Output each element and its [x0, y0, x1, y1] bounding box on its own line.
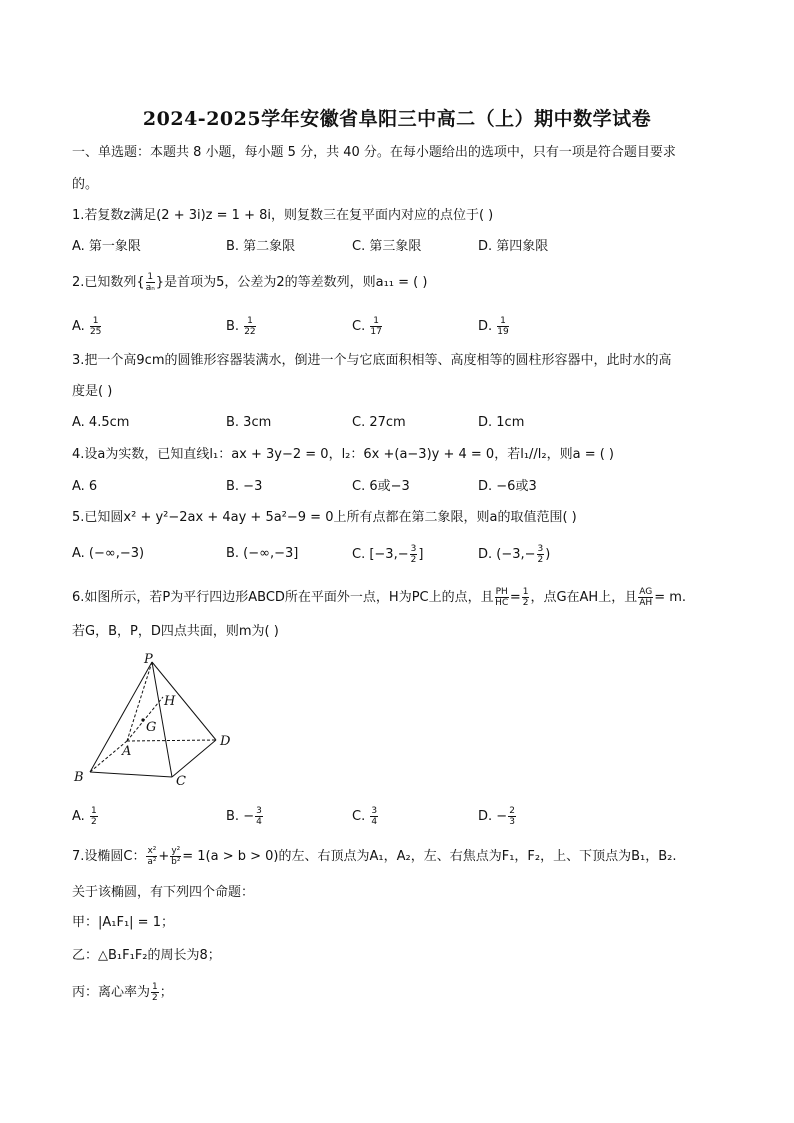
option-fraction: [255, 806, 263, 827]
frac-numerator: 1: [152, 982, 158, 992]
q6-fraction-ph-hc: [495, 587, 509, 608]
q6-text-a: 6.如图所示，若P为平行四边形ABCD所在平面外一点，H为PC上的点，且: [72, 590, 494, 605]
q6-option-c: [352, 806, 379, 827]
q7-text-a: 7.设椭圆C：: [72, 849, 146, 864]
q2-stem-part-b: }是首项为5，公差为2的等差数列，则a₁₁ = ( ): [155, 275, 428, 290]
q1-option-a: A. 第一象限: [72, 239, 141, 254]
label-g: G: [146, 720, 157, 735]
frac-denominator: 2: [522, 598, 529, 608]
q5-option-c: [352, 544, 423, 565]
frac-numerator: 3: [371, 806, 378, 816]
section-instructions-line1: 一、单选题：本题共 8 小题，每小题 5 分，共 40 分。在每小题给出的选项中，只有一项是符合题目要求: [72, 145, 676, 160]
question-7-line1: [72, 846, 677, 867]
point-g: [141, 718, 144, 721]
option-fraction: [244, 316, 255, 337]
question-6-line2: 若G，B，P，D四点共面，则m为( ): [72, 624, 279, 639]
q6-option-a: [72, 806, 99, 827]
question-3-line2: 度是( ): [72, 384, 113, 399]
option-fraction: [537, 544, 545, 565]
question-3-line1: 3.把一个高9cm的圆锥形容器装满水，倒进一个与它底面积相等、高度相等的圆柱形容器中，此时水的高: [72, 353, 672, 368]
option-label: C.: [352, 319, 366, 334]
frac-denominator: 25: [89, 327, 102, 337]
q7-fraction-y: [170, 846, 181, 867]
q7-text-b: = 1(a > b > 0)的左、右顶点为A₁，A₂，左、右焦点为F₁，F₂，上、下顶点为B₁，B₂.: [182, 849, 677, 864]
q7-proposition-bing: [72, 982, 173, 1003]
frac-numerator: 1: [497, 316, 508, 327]
q4-option-b: B. −3: [226, 479, 263, 494]
q6-text-b: =: [509, 590, 521, 605]
frac-denominator: 17: [370, 327, 382, 337]
q6-text-c: ，点G在AH上，且: [530, 590, 638, 605]
option-fraction: [90, 316, 101, 337]
frac-denominator: 4: [256, 817, 262, 827]
frac-numerator: PH: [495, 587, 508, 597]
option-label: A.: [72, 809, 85, 824]
q6-option-b: [226, 806, 264, 827]
label-p: P: [144, 652, 153, 667]
frac-denominator: a²: [147, 857, 157, 867]
question-6-line1: [72, 587, 686, 608]
question-2-stem: [72, 272, 427, 293]
option-label: A.: [72, 319, 85, 334]
label-a: A: [122, 744, 132, 759]
frac-numerator: 3: [410, 544, 417, 554]
frac-denominator: 2: [537, 555, 544, 565]
question-5-stem: 5.已知圆x² + y²−2ax + 4ay + 5a²−9 = 0上所有点都在第二象限，则a的取值范围( ): [72, 510, 577, 525]
label-c: C: [176, 774, 186, 789]
option-fraction: [410, 544, 418, 565]
q6-fraction-ag-ah: [638, 587, 653, 608]
frac-numerator: 1: [90, 316, 101, 327]
q5-option-d: [478, 544, 550, 565]
q4-option-a: A. 6: [72, 479, 98, 494]
q3-option-d: D. 1cm: [478, 415, 525, 430]
frac-numerator: 2: [509, 806, 515, 816]
frac-numerator: 3: [537, 544, 544, 554]
option-label: B.: [226, 809, 240, 824]
q7-plus: +: [158, 849, 170, 864]
q3-option-a: A. 4.5cm: [72, 415, 130, 430]
frac-numerator: 3: [256, 806, 262, 816]
edge-cd: [172, 740, 216, 777]
q1-option-c: C. 第三象限: [352, 239, 422, 254]
frac-numerator: 1: [370, 316, 381, 327]
q1-option-d: D. 第四象限: [478, 239, 549, 254]
frac-denominator: 22: [244, 327, 256, 337]
edge-pb: [90, 662, 152, 772]
q2-option-d: [478, 316, 510, 337]
label-d: D: [220, 734, 231, 749]
q7-bing-fraction: [151, 982, 159, 1003]
question-4-stem: 4.设a为实数，已知直线l₁：ax + 3y−2 = 0，l₂：6x +(a−3)y + 4 = 0，若l₁//l₂，则a = ( ): [72, 447, 615, 462]
frac-numerator: 1: [147, 272, 154, 282]
frac-denominator: 2: [410, 555, 417, 565]
q5-option-b: B. (−∞,−3]: [226, 546, 299, 561]
frac-denominator: AH: [639, 598, 653, 608]
frac-numerator: y²: [171, 846, 181, 856]
q4-option-c: C. 6或−3: [352, 479, 410, 494]
option-label: D.: [478, 809, 493, 824]
q7-fraction-x: [146, 846, 157, 867]
frac-denominator: HC: [495, 598, 509, 608]
segment-ah: [127, 697, 163, 741]
edge-bc: [90, 772, 172, 777]
option-fraction: [370, 806, 378, 827]
q6-option-d: [478, 806, 517, 827]
pyramid-figure: [72, 648, 242, 793]
frac-denominator: 2: [90, 817, 97, 827]
option-label: B.: [226, 319, 240, 334]
q2-stem-part-a: 2.已知数列{: [72, 275, 145, 290]
q2-option-b: [226, 316, 257, 337]
option-text: ]: [418, 547, 424, 562]
frac-numerator: x²: [147, 846, 157, 856]
q2-option-c: [352, 316, 383, 337]
q7-bing-end: ；: [159, 985, 173, 1000]
q2-option-a: [72, 316, 102, 337]
option-fraction: [90, 806, 98, 827]
label-b: B: [74, 770, 84, 785]
edge-ad: [127, 740, 216, 741]
frac-denominator: 19: [497, 327, 509, 337]
frac-denominator: 3: [509, 817, 515, 827]
frac-numerator: AG: [639, 587, 653, 597]
option-fraction: [370, 316, 381, 337]
q7-proposition-jia: 甲：|A₁F₁| = 1；: [72, 915, 174, 930]
pyramid-diagram: [72, 648, 242, 793]
frac-numerator: 1: [522, 587, 529, 597]
question-7-line2: 关于该椭圆，有下列四个命题：: [72, 885, 255, 900]
q6-text-d: = m.: [654, 590, 687, 605]
q1-option-b: B. 第二象限: [226, 239, 296, 254]
section-instructions-line2: 的。: [72, 177, 99, 192]
option-text: C. [−3,−: [352, 547, 409, 562]
q6-fraction-half: [522, 587, 530, 608]
frac-denominator: 4: [371, 817, 378, 827]
label-h: H: [164, 694, 176, 709]
q4-option-d: D. −6或3: [478, 479, 537, 494]
q5-option-a: A. (−∞,−3): [72, 546, 145, 561]
option-label: C.: [352, 809, 366, 824]
frac-numerator: 1: [244, 316, 255, 327]
option-sign: −: [496, 809, 508, 824]
option-sign: −: [243, 809, 255, 824]
page-title: 2024-2025学年安徽省阜阳三中高二（上）期中数学试卷: [142, 108, 652, 130]
frac-denominator: aₙ: [145, 283, 155, 293]
edge-pd: [152, 662, 216, 740]
option-label: D.: [478, 319, 493, 334]
q2-stem-fraction: [146, 272, 155, 293]
option-fraction: [508, 806, 516, 827]
q7-bing-text: 丙：离心率为: [72, 985, 151, 1000]
frac-denominator: b²: [171, 857, 181, 867]
option-text: D. (−3,−: [478, 547, 536, 562]
frac-denominator: 2: [152, 993, 158, 1003]
option-fraction: [497, 316, 508, 337]
option-text: ): [545, 547, 551, 562]
q7-proposition-yi: 乙：△B₁F₁F₂的周长为8；: [72, 948, 221, 963]
q3-option-c: C. 27cm: [352, 415, 406, 430]
q3-option-b: B. 3cm: [226, 415, 272, 430]
question-1-stem: 1.若复数z满足(2 + 3i)z = 1 + 8i，则复数三在复平面内对应的点位于( ): [72, 208, 494, 223]
frac-numerator: 1: [90, 806, 97, 816]
